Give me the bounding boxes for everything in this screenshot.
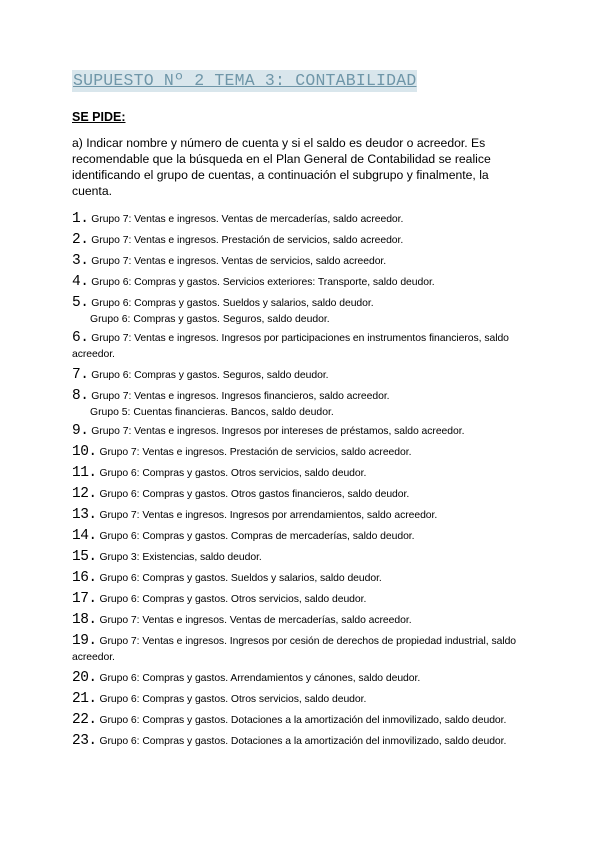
item-text: Grupo 7: Ventas e ingresos. Ventas de mercaderías, saldo acreedor. bbox=[91, 214, 404, 225]
item-text: Grupo 7: Ventas e ingresos. Ventas de servicios, saldo acreedor. bbox=[91, 256, 387, 267]
item-number: 13. bbox=[72, 507, 97, 523]
item-text: Grupo 6: Compras y gastos. Servicios exteriores: Transporte, saldo deudor. bbox=[91, 277, 435, 288]
list-item-subline: Grupo 5: Cuentas financieras. Bancos, saldo deudor. bbox=[90, 407, 334, 418]
item-text: Grupo 6: Compras y gastos. Seguros, saldo deudor. bbox=[91, 370, 329, 381]
item-text: Grupo 7: Ventas e ingresos. Ventas de mercaderías, saldo acreedor. bbox=[99, 615, 412, 626]
item-number: 20. bbox=[72, 670, 97, 686]
list-item-subline: Grupo 6: Compras y gastos. Seguros, saldo deudor. bbox=[90, 314, 330, 325]
item-number: 9. bbox=[72, 423, 89, 439]
item-number: 10. bbox=[72, 444, 97, 460]
item-text: Grupo 7: Ventas e ingresos. Ingresos por participaciones en instrumentos financieros, saldo acreedor. bbox=[72, 333, 509, 360]
item-number: 22. bbox=[72, 712, 97, 728]
item-number: 14. bbox=[72, 528, 97, 544]
item-number: 4. bbox=[72, 274, 89, 290]
item-text: Grupo 6: Compras y gastos. Otros gastos financieros, saldo deudor. bbox=[99, 489, 410, 500]
list-item bbox=[72, 211, 532, 228]
item-number: 23. bbox=[72, 733, 97, 749]
item-text: Grupo 3: Existencias, saldo deudor. bbox=[99, 552, 262, 563]
item-number: 15. bbox=[72, 549, 97, 565]
item-text: Grupo 7: Ventas e ingresos. Ingresos por arrendamientos, saldo acreedor. bbox=[99, 510, 438, 521]
list-item bbox=[72, 444, 532, 461]
item-text: Grupo 6: Compras y gastos. Dotaciones a la amortización del inmovilizado, saldo deudor. bbox=[99, 736, 507, 747]
list-item bbox=[72, 465, 532, 482]
list-item bbox=[72, 670, 532, 687]
item-text: Grupo 6: Compras y gastos. Sueldos y salarios, saldo deudor. bbox=[91, 298, 374, 309]
item-text: Grupo 6: Compras y gastos. Dotaciones a la amortización del inmovilizado, saldo deudor. bbox=[99, 715, 507, 726]
item-text: Grupo 7: Ventas e ingresos. Ingresos por cesión de derechos de propiedad industrial, saldo acreedor. bbox=[72, 636, 517, 663]
item-number: 17. bbox=[72, 591, 97, 607]
item-text: Grupo 6: Compras y gastos. Sueldos y salarios, saldo deudor. bbox=[99, 573, 382, 584]
item-number: 3. bbox=[72, 253, 89, 269]
item-number: 8. bbox=[72, 388, 89, 404]
item-number: 16. bbox=[72, 570, 97, 586]
list-item bbox=[72, 712, 532, 729]
item-text: Grupo 7: Ventas e ingresos. Ingresos por intereses de préstamos, saldo acreedor. bbox=[91, 426, 465, 437]
list-item bbox=[72, 612, 532, 629]
item-text: Grupo 6: Compras y gastos. Otros servicios, saldo deudor. bbox=[99, 468, 367, 479]
list-item bbox=[72, 330, 532, 363]
item-text: Grupo 6: Compras y gastos. Otros servicios, saldo deudor. bbox=[99, 694, 367, 705]
list-item bbox=[72, 486, 532, 503]
list-item bbox=[72, 733, 532, 750]
item-number: 19. bbox=[72, 633, 97, 649]
item-number: 1. bbox=[72, 211, 89, 227]
list-item bbox=[72, 388, 532, 405]
list-item bbox=[72, 633, 532, 666]
item-text: Grupo 7: Ventas e ingresos. Ingresos financieros, saldo acreedor. bbox=[91, 391, 390, 402]
item-number: 6. bbox=[72, 330, 89, 346]
item-text: Grupo 7: Ventas e ingresos. Prestación de servicios, saldo acreedor. bbox=[99, 447, 412, 458]
list-item bbox=[72, 528, 532, 545]
item-text: Grupo 6: Compras y gastos. Compras de mercaderías, saldo deudor. bbox=[99, 531, 415, 542]
item-number: 18. bbox=[72, 612, 97, 628]
list-item bbox=[72, 423, 532, 440]
list-item bbox=[72, 591, 532, 608]
list-item bbox=[72, 570, 532, 587]
intro-paragraph: a) Indicar nombre y número de cuenta y si el saldo es deudor o acreedor. Es recomendable que la búsqueda en el Plan General de Contabilidad se realice identificando el grupo de cuentas, a continuación el subgrupo y finalmente, la cuenta. bbox=[72, 136, 491, 198]
list-item bbox=[72, 507, 532, 524]
list-item bbox=[72, 274, 532, 291]
answer-list bbox=[72, 211, 532, 750]
item-number: 2. bbox=[72, 232, 89, 248]
list-item bbox=[72, 549, 532, 566]
list-item bbox=[72, 295, 532, 312]
list-item bbox=[72, 253, 532, 270]
document-page bbox=[72, 70, 532, 754]
list-item bbox=[72, 232, 532, 249]
item-text: Grupo 6: Compras y gastos. Otros servicios, saldo deudor. bbox=[99, 594, 367, 605]
list-item bbox=[72, 367, 532, 384]
document-title: SUPUESTO Nº 2 TEMA 3: CONTABILIDAD bbox=[73, 71, 417, 90]
item-number: 21. bbox=[72, 691, 97, 707]
item-text: Grupo 6: Compras y gastos. Arrendamientos y cánones, saldo deudor. bbox=[99, 673, 421, 684]
list-item bbox=[72, 691, 532, 708]
item-text: Grupo 7: Ventas e ingresos. Prestación de servicios, saldo acreedor. bbox=[91, 235, 404, 246]
item-number: 11. bbox=[72, 465, 97, 481]
item-number: 7. bbox=[72, 367, 89, 383]
section-heading: SE PIDE: bbox=[72, 110, 126, 124]
item-number: 5. bbox=[72, 295, 89, 311]
item-number: 12. bbox=[72, 486, 97, 502]
